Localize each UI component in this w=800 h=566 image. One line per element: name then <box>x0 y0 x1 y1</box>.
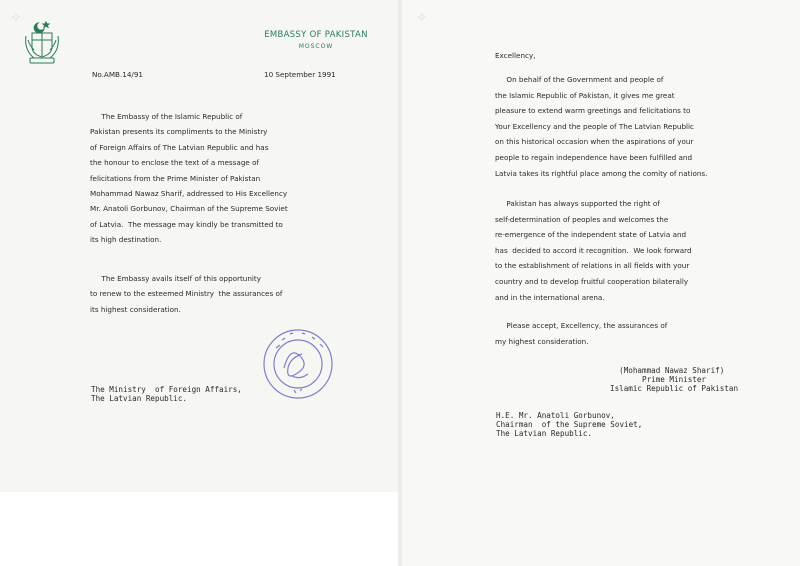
text-line: The Embassy of the Islamic Republic of <box>90 112 243 121</box>
paper-mark-icon: ✧ <box>416 10 428 26</box>
message-paragraph-2 <box>495 196 692 305</box>
text-line: to renew to the esteemed Ministry the assurances of <box>90 289 283 299</box>
text-line: of Foreign Affairs of The Latvian Republic and has <box>90 142 269 152</box>
signature-line: Islamic Republic of Pakistan <box>610 384 739 393</box>
text-line: Mr. Anatoli Gorbunov, Chairman of the Supreme Soviet <box>90 204 288 214</box>
text-line: of Latvia. The message may kindly be transmitted to <box>90 219 283 229</box>
reference-number: No.AMB.14/91 <box>92 70 143 79</box>
message-paragraph-3 <box>495 318 667 349</box>
paper-mark-icon: ✧ <box>10 10 22 26</box>
text-line: re-emergence of the independent state of Latvia and <box>495 230 687 240</box>
text-line: Latvia takes its rightful place among the comity of nations. <box>495 168 708 178</box>
text-line: Please accept, Excellency, the assurances of <box>495 321 668 330</box>
address-line: The Latvian Republic. <box>496 429 593 438</box>
text-line: country and to develop fruitful cooperation bilaterally <box>495 276 689 286</box>
salutation: Excellency, <box>495 51 536 60</box>
text-line: has decided to accord it recognition. We look forward <box>495 245 692 255</box>
scan-blank-area <box>0 492 398 566</box>
text-line: Pakistan presents its compliments to the Ministry <box>90 127 268 137</box>
text-line: people to regain independence have been fulfilled and <box>495 152 693 162</box>
address-line: H.E. Mr. Anatoli Gorbunov, <box>496 411 615 420</box>
text-line: and in the international arena. <box>495 292 605 302</box>
message-paragraph-1 <box>495 72 707 181</box>
text-line: on this historical occasion when the aspirations of your <box>495 137 694 147</box>
signature-line: (Mohammad Nawaz Sharif) <box>610 366 725 375</box>
note-date: 10 September 1991 <box>264 70 336 79</box>
text-line: Your Excellency and the people of The Latvian Republic <box>495 121 694 131</box>
text-line: the Islamic Republic of Pakistan, it gives me great <box>495 90 675 100</box>
letterhead-city: MOSCOW <box>298 43 334 50</box>
text-line: pleasure to extend warm greetings and felicitations to <box>495 106 691 116</box>
message-addressee <box>496 411 642 438</box>
text-line: the honour to enclose the text of a message of <box>90 158 260 168</box>
address-line: Chairman of the Supreme Soviet, <box>496 420 643 429</box>
pakistan-emblem-icon <box>24 20 60 66</box>
note-paragraph-1 <box>90 109 288 248</box>
address-line: The Ministry of Foreign Affairs, <box>91 385 242 394</box>
text-line: my highest consideration. <box>495 336 589 346</box>
address-line: The Latvian Republic. <box>91 394 188 403</box>
text-line: to the establishment of relations in all fields with your <box>495 261 690 271</box>
text-line: its highest consideration. <box>90 304 181 314</box>
text-line: felicitations from the Prime Minister of Pakistan <box>90 173 261 183</box>
note-addressee <box>91 385 242 403</box>
signature-block <box>610 366 738 393</box>
embassy-stamp-icon <box>262 328 334 400</box>
text-line: The Embassy avails itself of this opportunity <box>90 274 261 283</box>
note-paragraph-2 <box>90 271 282 317</box>
text-line: On behalf of the Government and people of <box>495 75 664 84</box>
letterhead-title: EMBASSY OF PAKISTAN <box>264 30 368 40</box>
text-line: Mohammad Nawaz Sharif, addressed to His Excellency <box>90 188 288 198</box>
text-line: its high destination. <box>90 235 162 245</box>
text-line: Pakistan has always supported the right of <box>495 199 660 208</box>
signature-line: Prime Minister <box>610 375 707 384</box>
text-line: self-determination of peoples and welcomes the <box>495 214 669 224</box>
